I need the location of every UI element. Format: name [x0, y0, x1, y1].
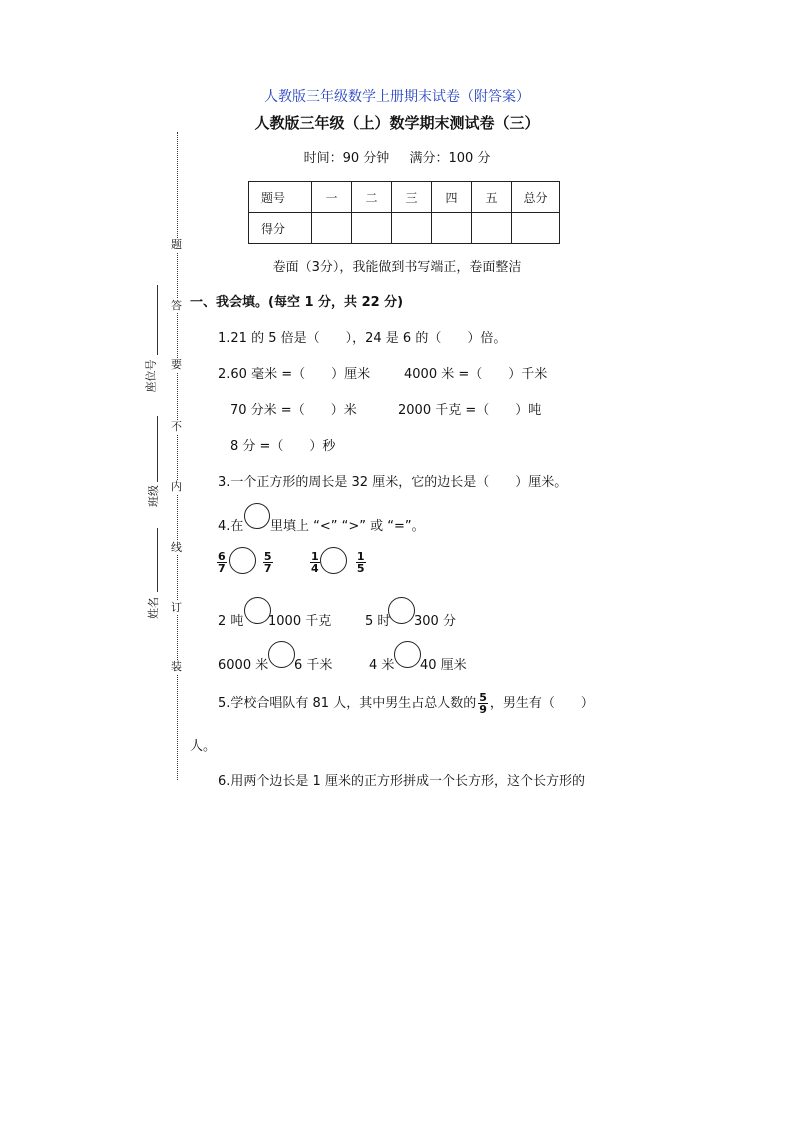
binding-char: 题 — [171, 238, 182, 251]
score-cell[interactable] — [472, 213, 512, 244]
score-table-header: 二 — [352, 182, 392, 213]
section-title: 一、我会填。(每空 1 分，共 22 分) — [190, 295, 404, 310]
compare-circle[interactable] — [320, 547, 347, 574]
score-cell[interactable] — [392, 213, 432, 244]
score-cell[interactable] — [432, 213, 472, 244]
score-table-header: 五 — [472, 182, 512, 213]
compare-left: 4 米 — [369, 658, 395, 673]
score-table-header: 四 — [432, 182, 472, 213]
compare-circle[interactable] — [244, 597, 271, 624]
class-label: 班级 — [147, 485, 160, 507]
score-table-score-row — [249, 213, 560, 244]
compare-circle[interactable] — [244, 503, 270, 529]
fraction: $\frac{6}{7}$ — [218, 550, 226, 575]
exam-time-info — [0, 147, 794, 166]
binding-dotted-line — [177, 132, 178, 780]
class-underline — [157, 416, 158, 482]
fraction: $\frac{1}{4}$ — [311, 550, 319, 575]
question-5 — [218, 692, 594, 715]
score-table-header: 三 — [392, 182, 432, 213]
fraction: $\frac{5}{7}$ — [263, 550, 272, 575]
exam-title: 人教版三年级（上）数学期末测试卷（三） — [254, 114, 540, 132]
question-4-post: 里填上 “<” “>” 或 “=”。 — [270, 519, 425, 534]
compare-left: 2 吨 — [218, 614, 244, 629]
seat-number-underline — [157, 285, 158, 355]
seat-number-label: 座位号 — [144, 359, 158, 393]
binding-char: 不 — [171, 420, 182, 433]
binding-char: 要 — [171, 358, 182, 371]
question-5-text: ，男生有（ ） — [489, 696, 594, 711]
binding-char: 订 — [171, 601, 182, 614]
compare-circle[interactable] — [394, 641, 421, 668]
question-2a: 2.60 毫米 =（ ）厘米 — [218, 367, 371, 382]
compare-right: 40 厘米 — [420, 658, 467, 673]
score-row-label: 得分 — [249, 213, 312, 244]
question-5-tail: 人。 — [190, 739, 217, 754]
fraction: $\frac{5}{9}$ — [479, 691, 487, 716]
compare-circle[interactable] — [388, 597, 415, 624]
score-table-header-row — [249, 182, 560, 213]
question-6: 6.用两个边长是 1 厘米的正方形拼成一个长方形，这个长方形的 — [218, 774, 585, 789]
compare-right: 300 分 — [414, 614, 456, 629]
score-table-header: 一 — [312, 182, 352, 213]
question-2d: 2000 千克 =（ ）吨 — [398, 403, 542, 418]
binding-char: 线 — [171, 541, 182, 554]
score-cell[interactable] — [512, 213, 560, 244]
question-2b: 4000 米 =（ ）千米 — [404, 367, 548, 382]
score-table-header: 总分 — [512, 182, 560, 213]
fraction: $\frac{1}{5}$ — [356, 550, 365, 575]
score-table — [248, 181, 560, 244]
compare-right: 6 千米 — [294, 658, 333, 673]
exam-time: 时间：90 分钟 — [303, 151, 390, 166]
question-4-pre: 4.在 — [218, 519, 244, 534]
compare-left: 6000 米 — [218, 658, 269, 673]
question-1: 1.21 的 5 倍是（ ），24 是 6 的（ ）倍。 — [218, 331, 507, 346]
question-5-text: 5.学校合唱队有 81 人，其中男生占总人数的 — [218, 696, 477, 711]
name-label: 姓名 — [147, 597, 160, 619]
binding-char: 装 — [171, 660, 182, 673]
name-underline — [157, 528, 158, 592]
score-cell[interactable] — [312, 213, 352, 244]
compare-right: 1000 千克 — [268, 614, 332, 629]
compare-circle[interactable] — [229, 547, 256, 574]
compare-left: 5 时 — [365, 614, 391, 629]
score-table-header: 题号 — [249, 182, 312, 213]
neatness-note: 卷面（3分），我能做到书写端正，卷面整洁 — [272, 260, 522, 275]
question-2e: 8 分 =（ ）秒 — [230, 439, 336, 454]
binding-char: 答 — [171, 299, 182, 312]
question-2c: 70 分米 =（ ）米 — [230, 403, 357, 418]
question-3: 3.一个正方形的周长是 32 厘米，它的边长是（ ）厘米。 — [218, 475, 568, 490]
exam-full-score: 满分：100 分 — [409, 151, 491, 166]
score-cell[interactable] — [352, 213, 392, 244]
document-top-title: 人教版三年级数学上册期末试卷（附答案） — [264, 89, 530, 105]
compare-circle[interactable] — [268, 641, 295, 668]
binding-char: 内 — [171, 480, 182, 493]
